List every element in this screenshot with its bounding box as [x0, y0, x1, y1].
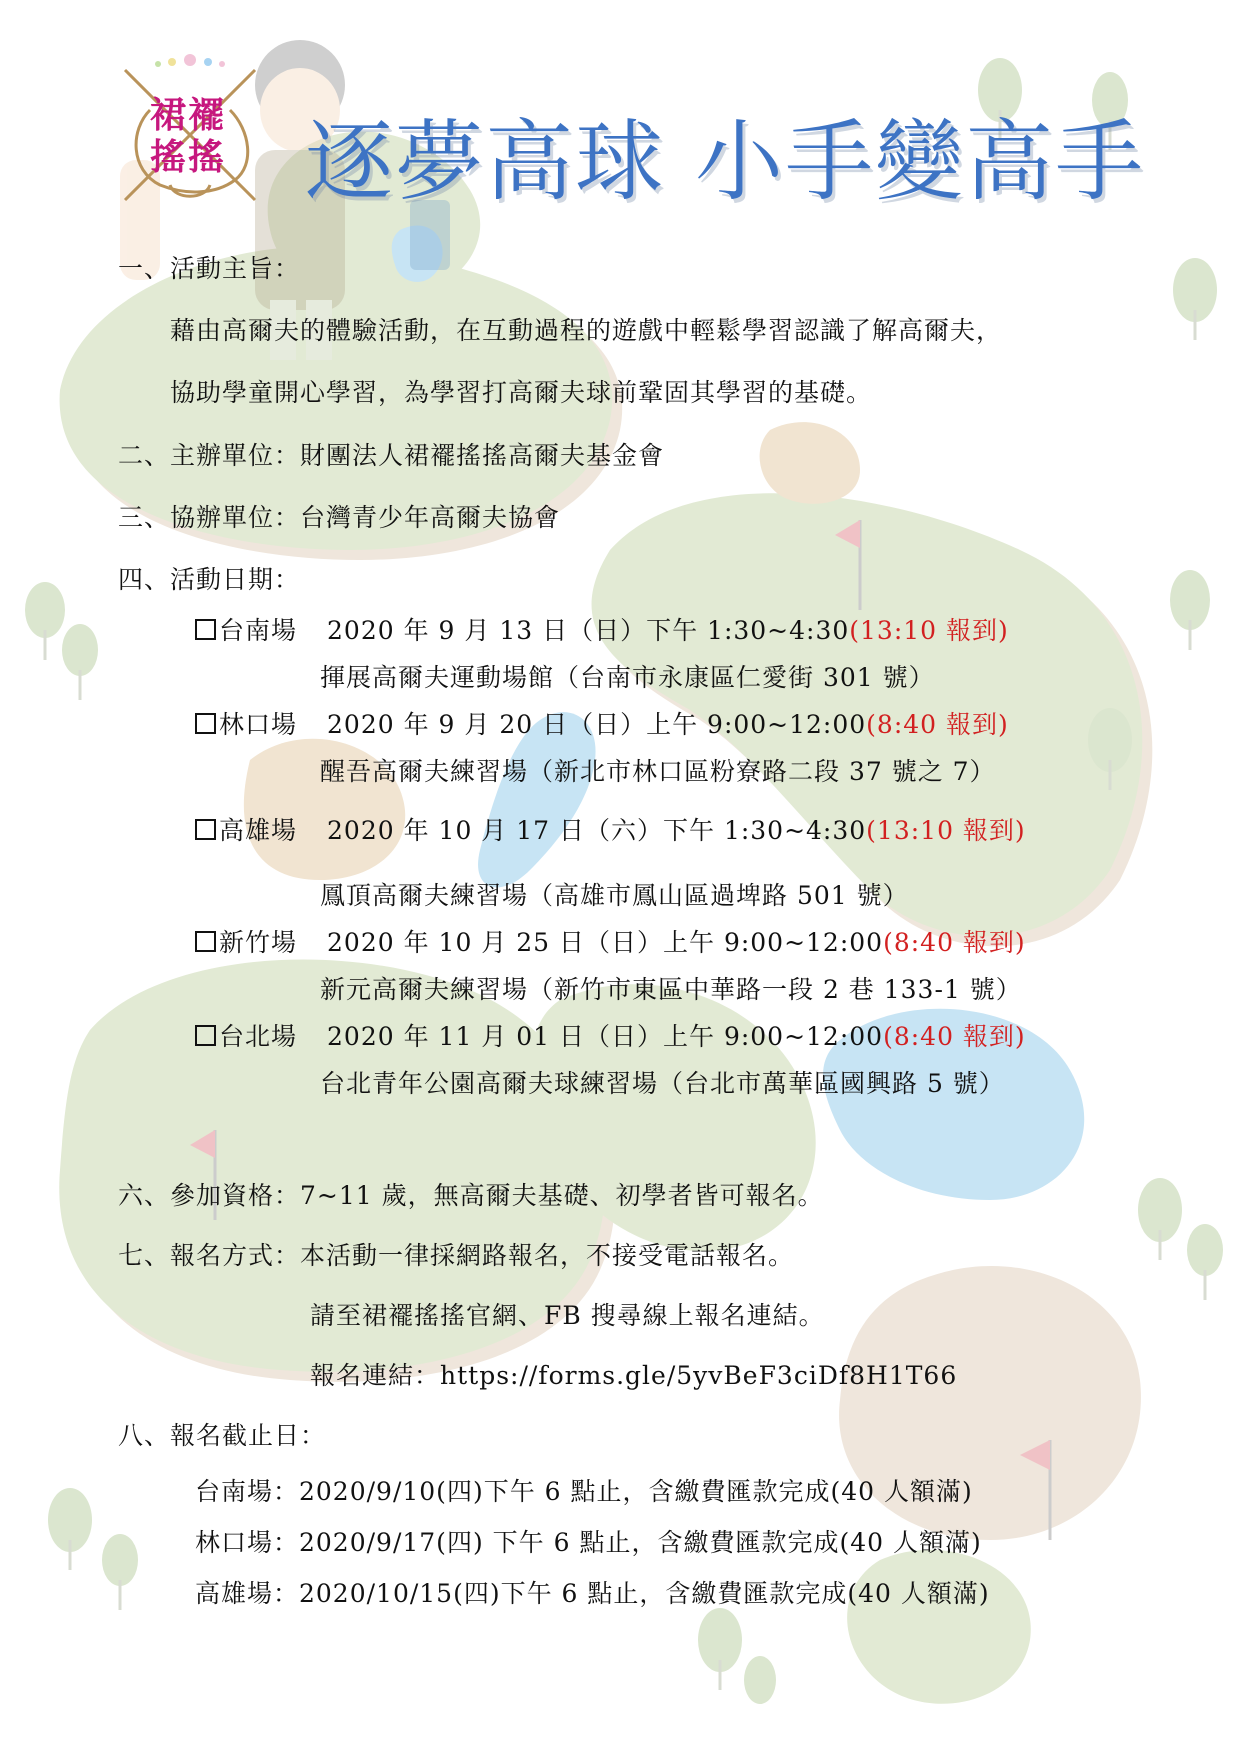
venue-date: 2020 年 9 月 20 日（日）上午 9:00~12:00 [327, 710, 867, 739]
venue-name: 台北場 [219, 1022, 298, 1051]
venue-row [195, 815, 1026, 847]
checkbox-icon [195, 619, 216, 640]
venue-place: 新元高爾夫練習場（新竹市東區中華路一段 2 巷 133-1 號） [320, 975, 1022, 1004]
logo-line-1: 裙襬 [150, 94, 227, 136]
venue-date: 2020 年 9 月 13 日（日）下午 1:30~4:30 [327, 616, 850, 645]
registration-line-2: 請至裙襬搖搖官網、FB 搜尋線上報名連結。 [310, 1301, 825, 1330]
section-dates-heading: 四、活動日期： [118, 565, 301, 594]
organizer-label: 二、主辦單位： [118, 441, 301, 470]
venue-place: 揮展高爾夫運動場館（台南市永康區仁愛街 301 號） [320, 663, 935, 692]
checkbox-icon [195, 713, 216, 734]
registration-link-row [310, 1360, 957, 1392]
co-organizer-label: 三、協辦單位： [118, 503, 301, 532]
registration-link[interactable]: https://forms.gle/5yvBeF3ciDf8H1T66 [440, 1361, 958, 1390]
checkbox-icon [195, 931, 216, 952]
venue-place: 台北青年公園高爾夫球練習場（台北市萬華區國興路 5 號） [320, 1069, 1005, 1098]
deadline-heading: 八、報名截止日： [118, 1421, 327, 1450]
venue-row [195, 709, 1009, 741]
venue-name: 林口場 [219, 710, 298, 739]
co-organizer-row [118, 502, 560, 534]
venue-date: 2020 年 11 月 01 日（日）上午 9:00~12:00 [327, 1022, 884, 1051]
checkbox-icon [195, 819, 216, 840]
venue-date: 2020 年 10 月 25 日（日）上午 9:00~12:00 [327, 928, 884, 957]
venue-place: 鳳頂高爾夫練習場（高雄市鳳山區過埤路 501 號） [320, 881, 909, 910]
page-title: 逐夢高球 小手變高手 [305, 110, 1145, 213]
registration-row [118, 1240, 794, 1272]
eligibility-row [118, 1180, 824, 1212]
venue-checkin: (13:10 報到) [849, 616, 1009, 645]
registration-link-label: 報名連結： [310, 1361, 441, 1390]
venue-row [195, 615, 1009, 647]
co-organizer-value: 台灣青少年高爾夫協會 [300, 503, 561, 532]
checkbox-icon [195, 1025, 216, 1046]
section-purpose-heading: 一、活動主旨： [118, 254, 301, 283]
organizer-row [118, 440, 664, 472]
organizer-value: 財團法人裙襬搖搖高爾夫基金會 [300, 441, 665, 470]
purpose-line-1: 藉由高爾夫的體驗活動，在互動過程的遊戲中輕鬆學習認識了解高爾夫， [170, 316, 1003, 345]
eligibility-value: 7~11 歲，無高爾夫基礎、初學者皆可報名。 [300, 1181, 824, 1210]
logo-line-2: 搖搖 [150, 136, 227, 178]
eligibility-label: 六、參加資格： [118, 1181, 301, 1210]
venue-checkin: (8:40 報到) [883, 1022, 1026, 1051]
registration-label: 七、報名方式： [118, 1241, 301, 1270]
venue-name: 新竹場 [219, 928, 298, 957]
venue-date: 2020 年 10 月 17 日（六）下午 1:30~4:30 [327, 816, 867, 845]
venue-row [195, 1021, 1026, 1053]
venue-checkin: (8:40 報到) [866, 710, 1009, 739]
venue-name: 台南場 [219, 616, 298, 645]
deadline-item: 台南場：2020/9/10(四)下午 6 點止，含繳費匯款完成(40 人額滿) [195, 1477, 973, 1506]
venue-name: 高雄場 [219, 816, 298, 845]
deadline-item: 高雄場：2020/10/15(四)下午 6 點止，含繳費匯款完成(40 人額滿) [195, 1579, 990, 1608]
purpose-line-2: 協助學童開心學習，為學習打高爾夫球前鞏固其學習的基礎。 [170, 378, 873, 407]
venue-row [195, 927, 1026, 959]
venue-place: 醒吾高爾夫練習場（新北市林口區粉寮路二段 37 號之 7） [320, 757, 996, 786]
venue-checkin: (13:10 報到) [866, 816, 1026, 845]
deadline-item: 林口場：2020/9/17(四) 下午 6 點止，含繳費匯款完成(40 人額滿) [195, 1528, 982, 1557]
registration-line-1: 本活動一律採網路報名，不接受電話報名。 [300, 1241, 795, 1270]
venue-checkin: (8:40 報到) [883, 928, 1026, 957]
